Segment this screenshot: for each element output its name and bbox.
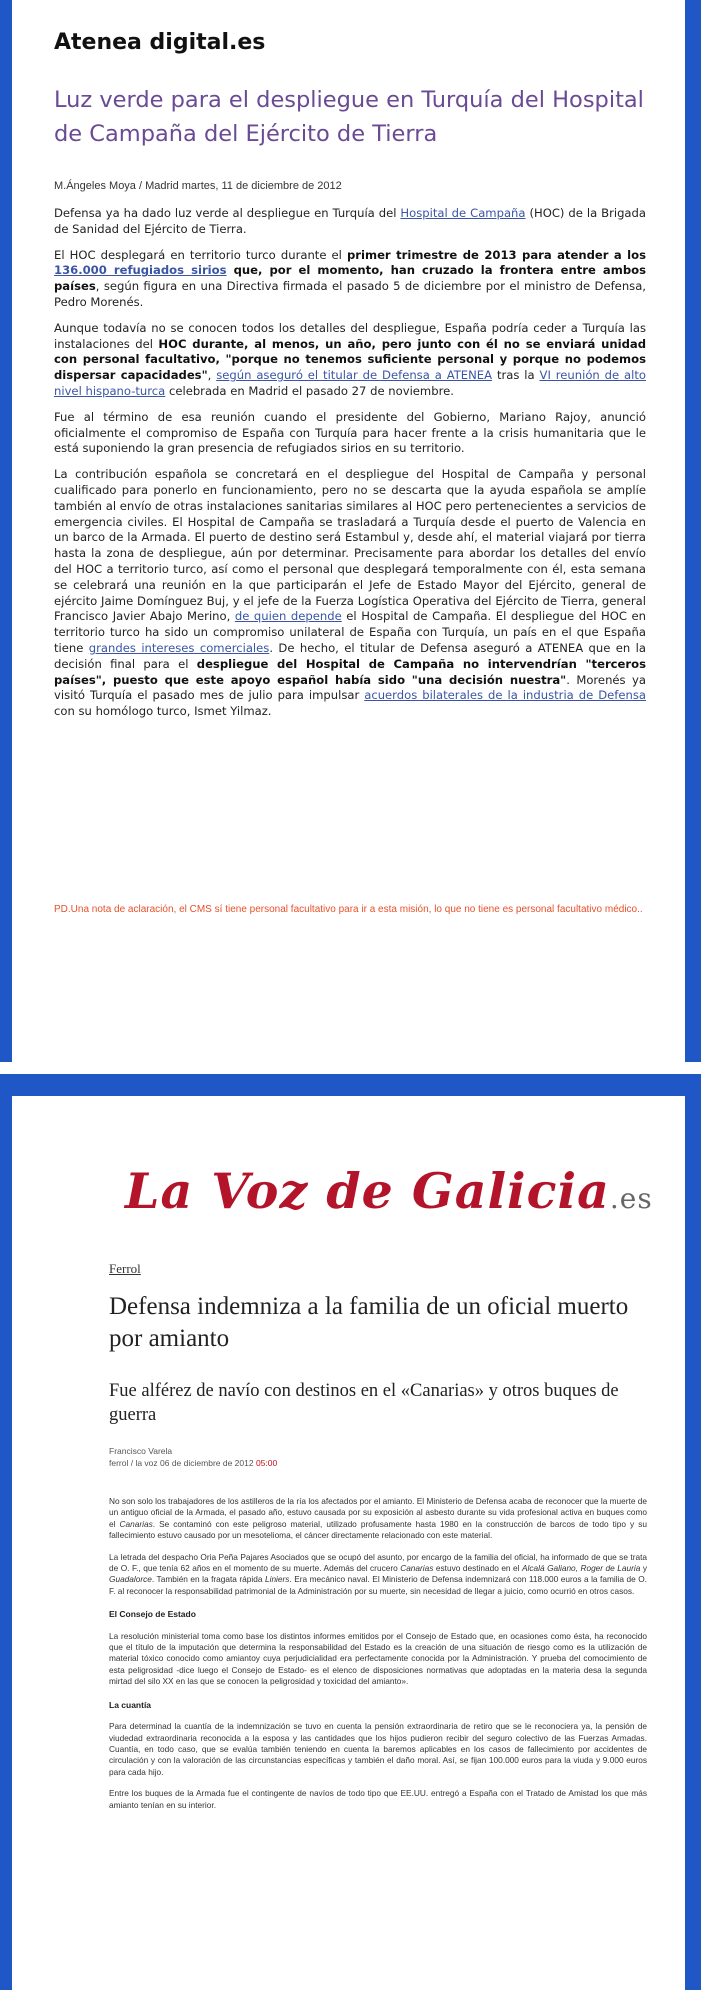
- text: y: [640, 1563, 647, 1574]
- text: . De hecho, el titular de Defensa aseguró a ATENEA que en la decisión final para el: [54, 640, 646, 671]
- link-titular-defensa[interactable]: según aseguró el titular de Defensa a ATENEA: [216, 368, 493, 383]
- text: con su homólogo turco, Ismet Yilmaz.: [54, 704, 272, 719]
- article-title: Defensa indemniza a la familia de un oficial muerto por amianto: [109, 1293, 629, 1352]
- bold-text: HOC durante, al menos, un año, pero junto con él no se enviará unidad con personal facultativo, "porque no tenemos suficiente personal y porque no podemos dispersar capacidades": [54, 336, 646, 383]
- text: tras la: [492, 368, 540, 383]
- link-de-quien-depende[interactable]: de quien depende: [234, 609, 342, 624]
- link-hospital-campana[interactable]: Hospital de Campaña: [400, 206, 526, 220]
- text: . Era mecánico naval. El Ministerio de Defensa indemnizará con 118.000 euros a la familia de O. F. al reconocer la responsabilidad patrimonial de la Administración por su muerte, sin necesidad de llegar a juicio, como ocurrió en otros casos.: [109, 1574, 647, 1596]
- dateline-text: ferrol / la voz 06 de diciembre de 2012: [109, 1458, 256, 1468]
- paragraph-3: [54, 321, 646, 400]
- section-link[interactable]: Ferrol: [109, 1261, 141, 1276]
- text: Defensa ya ha dado luz verde al despliegue en Turquía del: [54, 206, 401, 220]
- paragraph-1: [54, 206, 646, 238]
- paragraph-2: [109, 1552, 647, 1598]
- paragraph-5: [54, 467, 646, 720]
- paragraph-3: La resolución ministerial toma como base los distintos informes emitidos por el Consejo de Estado que, en ocasiones como ésta, ha reconocido que el título de la imputación que determina la responsabilidad del Estado es la creación de una situación de riesgo como es la utilización de material tóxico conocido como amiantoy cuya perjudicialidad era perfectamente conocida por la Administración. Y prueba del comocimiento de esta peligrosidad -dice luego el Consejo de Estado- es el elenco de disposiciones normativas que adoptadas en la materia desa la segunda mirtad del silo XX en las que se conocen la peligrosidad y toxicidad del amianto».: [109, 1630, 647, 1687]
- atenea-article-panel: [12, 0, 685, 1062]
- dateline: [109, 1458, 277, 1468]
- subheading-consejo: El Consejo de Estado: [109, 1609, 196, 1620]
- logo-text: La Voz de Galicia: [125, 1162, 610, 1220]
- text: ,: [207, 368, 217, 383]
- article-title: Luz verde para el despliegue en Turquía del Hospital de Campaña del Ejército de Tierra: [54, 87, 644, 147]
- text: , según figura en una Directiva firmada el pasado 5 de diciembre por el ministro de Defensa, Pedro Morenés.: [54, 279, 646, 309]
- italic-text: Alcalá Galiano, Roger de Lauria: [521, 1563, 641, 1574]
- author: Francisco Varela: [109, 1446, 173, 1456]
- lavoz-article-panel: [12, 1096, 685, 1990]
- text: . Morenés ya visitó Turquía el pasado mes de julio para impulsar: [54, 672, 646, 703]
- paragraph-5: Entre los buques de la Armada fue el contingente de navíos de todo tipo que EE.UU. entregó a España con el Tratado de Amistad los que más amianto tenían en su interior.: [109, 1788, 647, 1810]
- bold-text: despliegue del Hospital de Campaña no intervendrían "terceros países", puesto que este apoyo español había sido "una decisión nuestra": [54, 656, 646, 687]
- publish-time: 05:00: [255, 1458, 278, 1468]
- bold-text: que, por el momento, han cruzado la frontera entre ambos países: [54, 263, 647, 294]
- article-subtitle: Fue alférez de navío con destinos en el «Canarias» y otros buques de guerra: [109, 1381, 619, 1425]
- link-acuerdos-bilaterales[interactable]: acuerdos bilaterales de la industria de Defensa: [364, 688, 646, 703]
- italic-text: Liniers: [264, 1574, 290, 1585]
- link-refugiados[interactable]: 136.000 refugiados sirios: [54, 263, 227, 278]
- logo-suffix: .es: [609, 1182, 653, 1215]
- text: La contribución española se concretará en el despliegue del Hospital de Campaña y personal cualificado para ponerlo en funcionamiento, pero no se descarta que la ayuda española se amplíe también al envío de otras instalaciones sanitarias similares al HOC pero pertenecientes a servicios de emergencia civiles. El Hospital de Campaña se trasladará a Turquía desde el puerto de Valencia en un barco de la Armada. El puerto de destino será Estambul y, desde ahí, el material viajará por tierra hasta la zona de despliegue, aún por determinar. Precisamente para abordar los detalles del envío del HOC a territorio turco, así como el personal que desplegará temporalmente con él, esta semana se celebrará una reunión en la que participarán el Jefe de Estado Mayor del Ejército, general de ejército Jaime Domínguez Buj, y el jefe de la Fuerza Logística Operativa del Ejército de Tierra, general Francisco Javier Abajo Merino,: [54, 467, 646, 624]
- link-intereses-comerciales[interactable]: grandes intereses comerciales: [88, 640, 270, 655]
- lavoz-logo[interactable]: [125, 1162, 653, 1220]
- text: el Hospital de Campaña. El despliegue del HOC en territorio turco ha sido un compromiso unilateral de España con Turquía, un país en el que España tiene: [54, 609, 646, 655]
- text: Aunque todavía no se conocen todos los detalles del despliegue, España podría ceder a Turquía las instalaciones del: [54, 320, 646, 351]
- text: (HOC) de la Brigada de Sanidad del Ejército de Tierra.: [54, 206, 647, 236]
- text: celebrada en Madrid el pasado 27 de noviembre.: [165, 383, 454, 398]
- byline: M.Ángeles Moya / Madrid martes, 11 de diciembre de 2012: [54, 180, 342, 192]
- text: estuvo destinado en el: [433, 1563, 522, 1574]
- bottom-frame: [0, 1074, 701, 1990]
- text: . Se contaminó con este peligroso material, utilizado profusamente hasta 1980 en la construcción de barcos de todo tipo y su fallecimiento estuvo causado por un mesotelioma, el cáncer directamente relacionado con este material.: [109, 1518, 647, 1541]
- text: . También en la fragata rápida: [151, 1574, 265, 1585]
- article-body: [54, 206, 646, 730]
- paragraph-1: [109, 1496, 647, 1542]
- site-name: Atenea digital.es: [54, 30, 266, 55]
- italic-text: Guadalorce: [109, 1574, 152, 1585]
- paragraph-4: Fue al término de esa reunión cuando el presidente del Gobierno, Mariano Rajoy, anunció oficialmente el compromiso de España con Turquía para hacer frente a la crisis humanitaria que le está suponiendo la gran presencia de refugiados sirios en su territorio.: [54, 409, 646, 456]
- subheading-cuantia: La cuantía: [109, 1699, 152, 1710]
- text: El HOC desplegará en territorio turco durante el: [54, 247, 347, 262]
- clarification-note: PD.Una nota de aclaración, el CMS sí tiene personal facultativo para ir a esta misión, lo que no tiene es personal facultativo médico..: [54, 904, 643, 915]
- text: No son solo los trabajadores de los astilleros de la ría los afectados por el amianto. El Ministerio de Defensa acaba de reconocer que la muerte de un antiguo oficial de la Armada, el pasado año, estuvo causada por su exposición al asbesto durante su vida profesional activa en buques como el: [109, 1496, 647, 1529]
- paragraph-4: Para determinad la cuantía de la indemnización se tuvo en cuenta la pensión extraordinaria de retiro que se le reconociera ya, la pensión de viudedad extraordinaria reconocida a la esposa y las cantidades que los hijos pudieron recibir del seguro colectivo de las Fuerzas Armadas. Cuantía, en todo caso, que se evalúa también teniendo en cuenta la baremos aplicables en los casos de fallecimiento por accidentes de circulación y con la valoración de las circunstancias específicas y también el daño moral. Así, se fijan 100.000 euros para la viuda y 9.000 euros para cada hijo.: [109, 1721, 647, 1777]
- article-body: [109, 1496, 647, 1821]
- text: La letrada del despacho Oria Peña Pajares Asociados que se ocupó del asunto, por encargo de la familia del oficial, ha informado de que se trata de O. F., que tenía 62 años en el momento de su muerte. Además del crucero: [109, 1551, 647, 1574]
- italic-text: Canarias: [119, 1518, 153, 1529]
- italic-text: Canarias: [400, 1563, 434, 1574]
- bold-text: primer trimestre de 2013 para atender a los: [347, 247, 647, 262]
- link-reunion-hispano-turca[interactable]: VI reunión de alto nivel hispano-turca: [54, 368, 646, 398]
- paragraph-2: [54, 248, 646, 311]
